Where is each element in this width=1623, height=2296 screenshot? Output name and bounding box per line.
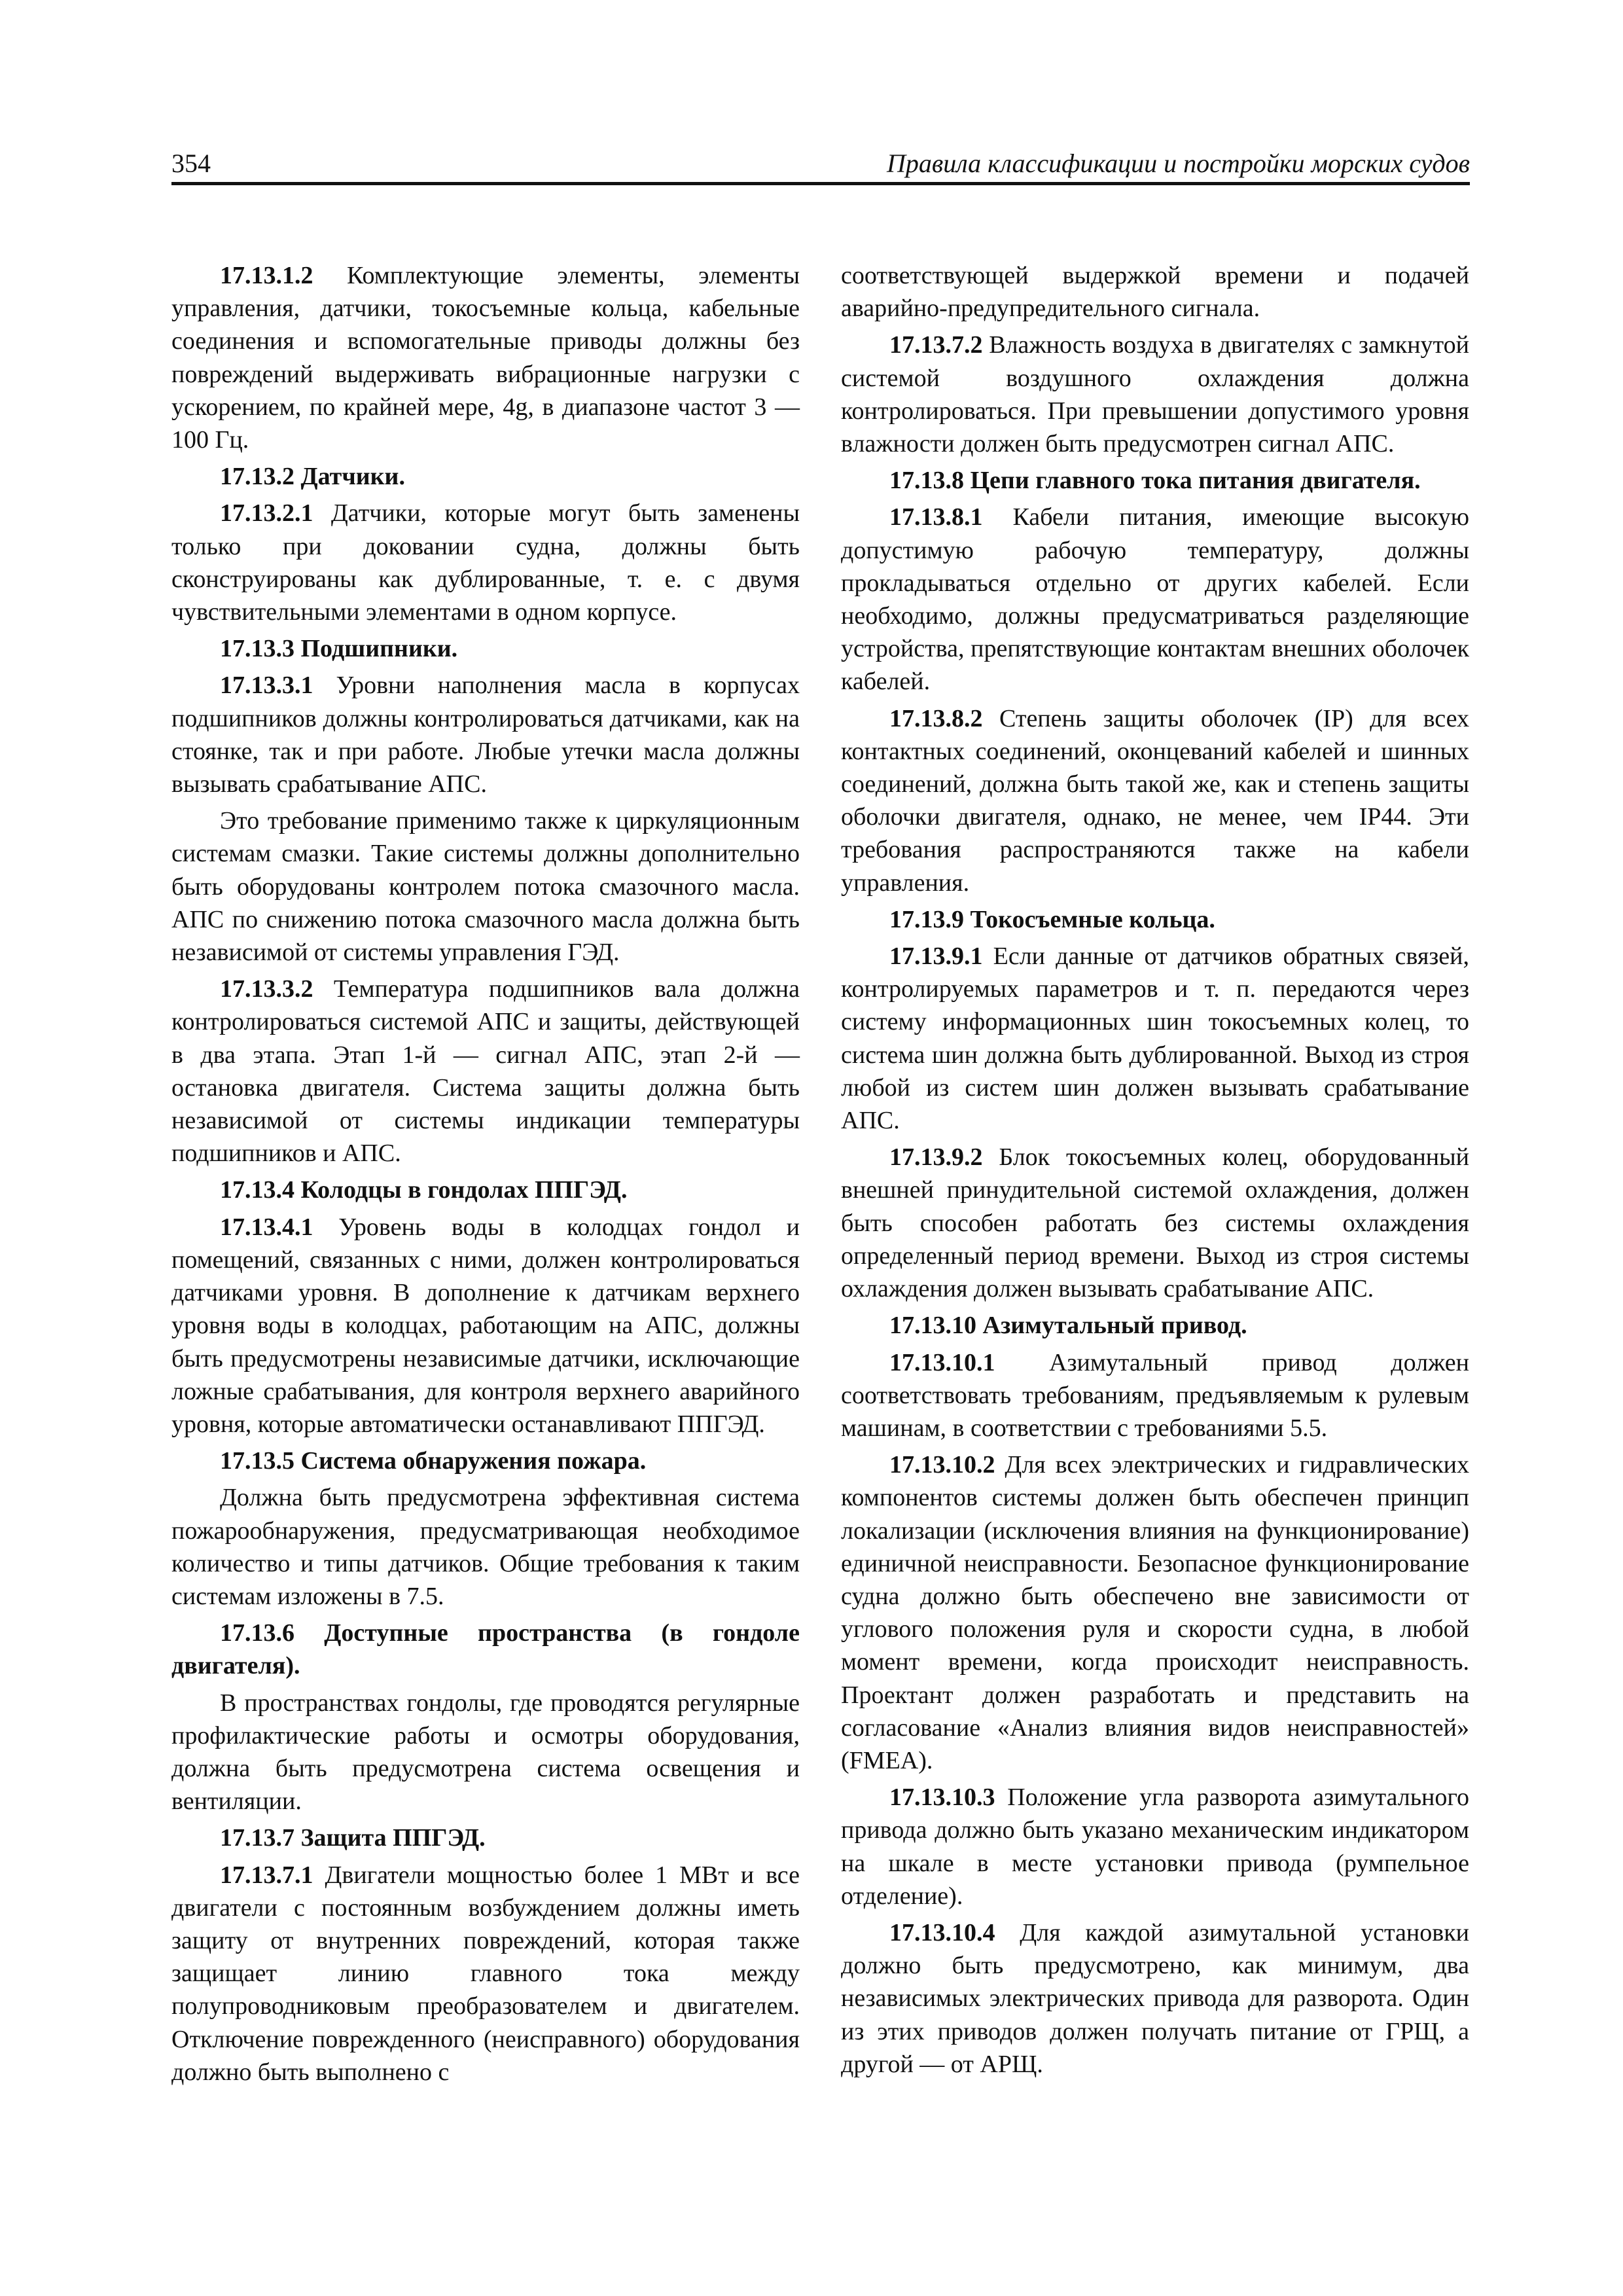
clause-number: 17.13.9.1 bbox=[889, 942, 983, 971]
paragraph-text: Для всех электрических и гидравлических компонентов системы должен быть обеспечен принцип локализации (исключения влияния на функционирование) единичной неисправности. Безопасное функционирование судна должно быть обеспечено вне зависимости от углового положения руля и скорости судна, в любой момент времени, когда происходит неисправность. Проектант должен разработать и представить на согласование «Анализ влияния видов неисправностей» (FMEA). bbox=[841, 1451, 1469, 1774]
paragraph bbox=[171, 259, 800, 456]
clause-number: 17.13.2.1 bbox=[220, 499, 313, 528]
paragraph bbox=[841, 259, 1469, 325]
paragraph-text: Блок токосъемных колец, оборудованный внешней принудительной системой охлаждения, должен быть способен работать без системы охлаждения определенный период времени. Выход из строя системы охлаждения должен вызывать срабатывание АПС. bbox=[841, 1143, 1469, 1303]
section-heading: 17.13.5 Система обнаружения пожара. bbox=[220, 1447, 647, 1475]
clause-number: 17.13.10.2 bbox=[889, 1451, 995, 1479]
clause-number: 17.13.10.1 bbox=[889, 1348, 995, 1376]
clause-number: 17.13.9.2 bbox=[889, 1143, 983, 1172]
section-heading: 17.13.6 Доступные пространства (в гондоле двигателя). bbox=[171, 1619, 800, 1680]
paragraph bbox=[841, 1141, 1469, 1305]
paragraph bbox=[171, 1859, 800, 2089]
paragraph-text: Влажность воздуха в двигателях с замкнутой системой воздушного охлаждения должна контролироваться. При превышении допустимого уровня влажности должен быть предусмотрен сигнал АПС. bbox=[841, 331, 1469, 458]
paragraph bbox=[841, 940, 1469, 1137]
paragraph bbox=[841, 501, 1469, 698]
paragraph bbox=[841, 1346, 1469, 1445]
paragraph-text: Азимутальный привод должен соответствовать требованиям, предъявляемым к рулевым машинам, в соответствии с требованиями 5.5. bbox=[841, 1348, 1469, 1442]
right-text-column bbox=[841, 259, 1469, 2085]
paragraph-text: Это требование применимо также к циркуляционным системам смазки. Такие системы должны дополнительно быть оборудованы контролем потока смазочного масла. АПС по снижению потока смазочного масла должна быть независимой от системы управления ГЭД. bbox=[171, 807, 800, 967]
paragraph bbox=[171, 497, 800, 628]
section-heading: 17.13.2 Датчики. bbox=[220, 463, 405, 491]
paragraph-text: В пространствах гондолы, где проводятся регулярные профилактические работы и осмотры оборудования, должна быть предусмотрена система освещения и вентиляции. bbox=[171, 1689, 800, 1816]
page-number: 354 bbox=[171, 149, 211, 178]
paragraph-text: Кабели питания, имеющие высокую допустимую рабочую температуру, должны прокладываться отдельно от других кабелей. Если необходимо, должны предусматриваться разделяющие устройства, препятствующие контактам внешних оболочек кабелей. bbox=[841, 503, 1469, 696]
clause-number: 17.13.1.2 bbox=[220, 262, 313, 289]
clause-number: 17.13.10.4 bbox=[889, 1918, 995, 1946]
paragraph bbox=[841, 1448, 1469, 1777]
section-heading: 17.13.9 Токосъемные кольца. bbox=[889, 905, 1215, 933]
paragraph bbox=[841, 329, 1469, 460]
section-heading: 17.13.4 Колодцы в гондолах ППГЭД. bbox=[220, 1176, 628, 1204]
section-heading: 17.13.3 Подшипники. bbox=[220, 635, 458, 663]
paragraph-text: соответствующей выдержкой времени и подачей аварийно-предупредительного сигнала. bbox=[841, 262, 1469, 323]
clause-number: 17.13.4.1 bbox=[220, 1213, 313, 1241]
paragraph bbox=[841, 702, 1469, 899]
paragraph-text: Если данные от датчиков обратных связей, контролируемых параметров и т. п. передаются через систему информационных шин токосъемных колец, то система шин должна быть дублированной. Выход из строя любой из систем шин должен вызывать срабатывание АПС. bbox=[841, 942, 1470, 1135]
paragraph-text: Температура подшипников вала должна контролироваться системой АПС и защиты, действующей в два этапа. Этап 1-й — сигнал АПС, этап 2-й — остановка двигателя. Система защиты должна быть независимой от системы индикации температуры подшипников и АПС. bbox=[171, 975, 800, 1168]
paragraph-text: Уровень воды в колодцах гондол и помещений, связанных с ними, должен контролироваться датчиками уровня. В дополнение к датчикам верхнего уровня воды в колодцах, работающим на АПС, должны быть предусмотрены независимые датчики, исключающие ложные срабатывания, для контроля верхнего аварийного уровня, которые автоматически останавливают ППГЭД. bbox=[171, 1213, 800, 1438]
paragraph bbox=[841, 1916, 1469, 2081]
section-heading: 17.13.8 Цепи главного тока питания двигателя. bbox=[889, 467, 1421, 495]
left-text-column bbox=[171, 259, 800, 2092]
paragraph bbox=[171, 973, 800, 1170]
paragraph-text: Положение угла разворота азимутального привода должно быть указано механическим индикатором на шкале в месте установки привода (румпельное отделение). bbox=[841, 1784, 1469, 1910]
paragraph-text: Степень защиты оболочек (IP) для всех контактных соединений, оконцеваний кабелей и шинных соединений, должна быть такой же, как и степень защиты оболочки двигателя, однако, не менее, чем IP44. Эти требования распространяются также на кабели управления. bbox=[841, 704, 1469, 897]
paragraph bbox=[171, 1211, 800, 1441]
section-heading: 17.13.7 Защита ППГЭД. bbox=[220, 1824, 486, 1852]
paragraph-text: Должна быть предусмотрена эффективная система пожарообнаружения, предусматривающая необходимое количество и типы датчиков. Общие требования к таким системам изложены в 7.5. bbox=[171, 1484, 800, 1610]
paragraph bbox=[841, 1781, 1469, 1912]
clause-number: 17.13.10.3 bbox=[889, 1784, 995, 1812]
section-heading: 17.13.10 Азимутальный привод. bbox=[889, 1312, 1247, 1340]
paragraph bbox=[171, 669, 800, 800]
clause-number: 17.13.7.1 bbox=[220, 1861, 313, 1889]
clause-number: 17.13.8.2 bbox=[889, 704, 983, 732]
clause-number: 17.13.8.1 bbox=[889, 503, 983, 531]
clause-number: 17.13.7.2 bbox=[889, 331, 983, 359]
clause-number: 17.13.3.1 bbox=[220, 672, 313, 700]
paragraph bbox=[171, 1481, 800, 1613]
paragraph bbox=[171, 804, 800, 969]
running-title: Правила классификации и постройки морских судов bbox=[886, 149, 1470, 178]
paragraph-text: Комплектующие элементы, элементы управления, датчики, токосъемные кольца, кабельные соединения и вспомогательные приводы должны без повреждений выдерживать вибрационные нагрузки с ускорением, по крайней мере, 4g, в диапазоне частот 3 — 100 Гц. bbox=[171, 262, 800, 454]
paragraph-text: Уровни наполнения масла в корпусах подшипников должны контролироваться датчиками, как на стоянке, так и при работе. Любые утечки масла должны вызывать срабатывание АПС. bbox=[171, 672, 800, 798]
paragraph-text: Для каждой азимутальной установки должно быть предусмотрено, как минимум, два независимых электрических привода для разворота. Один из этих приводов должен получать питание от ГРЩ, а другой — от АРЩ. bbox=[841, 1918, 1470, 2078]
paragraph-text: Датчики, которые могут быть заменены только при доковании судна, должны быть сконструированы как дублированные, т. е. с двумя чувствительными элементами в одном корпусе. bbox=[171, 499, 800, 626]
clause-number: 17.13.3.2 bbox=[220, 975, 313, 1003]
page-header bbox=[171, 148, 1470, 185]
paragraph-text: Двигатели мощностью более 1 МВт и все двигатели с постоянным возбуждением должны иметь защиту от внутренних повреждений, которая также защищает линию главного тока между полупроводниковым преобразователем и двигателем. Отключение поврежденного (неисправного) оборудования должно быть выполнено с bbox=[171, 1861, 800, 2086]
paragraph bbox=[171, 1687, 800, 1818]
